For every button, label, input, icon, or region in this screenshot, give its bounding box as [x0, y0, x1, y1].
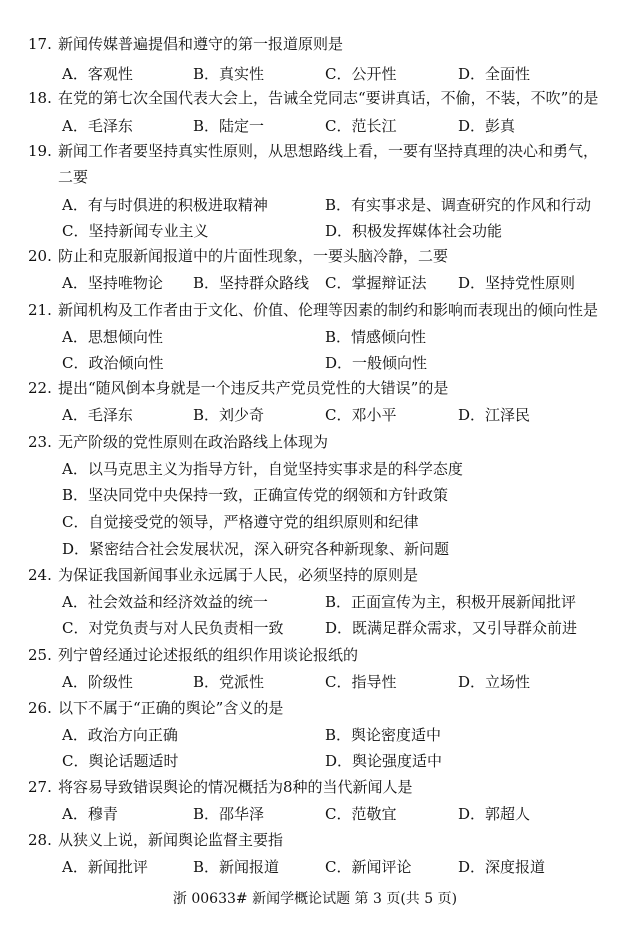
option-a[interactable]: A．社会效益和经济效益的统一	[62, 593, 268, 611]
option-c[interactable]: C．自觉接受党的领导，严格遵守党的组织原则和纪律	[62, 513, 419, 531]
question-stem: 防止和克服新闻报道中的片面性现象，一要头脑冷静，二要	[58, 247, 449, 265]
option-a[interactable]: A．政治方向正确	[62, 726, 178, 744]
question-number: 24.	[28, 566, 52, 584]
question-number: 20.	[28, 247, 52, 265]
question-number: 23.	[28, 433, 52, 451]
question-stem: 将容易导致错误舆论的情况概括为8种的当代新闻人是	[58, 778, 413, 796]
option-a[interactable]: A．以马克思主义为指导方针，自觉坚持实事求是的科学态度	[62, 460, 463, 478]
option-c[interactable]: C．坚持新闻专业主义	[62, 222, 209, 240]
option-d[interactable]: D．江泽民	[458, 406, 531, 424]
question-stem: 新闻机构及工作者由于文化、价值、伦理等因素的制约和影响而表现出的倾向性是	[58, 301, 599, 319]
option-c[interactable]: C．公开性	[325, 65, 397, 83]
option-a[interactable]: A．坚持唯物论	[62, 274, 163, 292]
option-b[interactable]: B．坚持群众路线	[193, 274, 310, 292]
option-d[interactable]: D．彭真	[458, 117, 516, 135]
question-stem: 为保证我国新闻事业永远属于人民，必须坚持的原则是	[58, 566, 419, 584]
option-c[interactable]: C．邓小平	[325, 406, 397, 424]
option-a[interactable]: A．毛泽东	[62, 117, 133, 135]
option-b[interactable]: B．舆论密度适中	[325, 726, 442, 744]
option-b[interactable]: B．真实性	[193, 65, 265, 83]
question-stem: 列宁曾经通过论述报纸的组织作用谈论报纸的	[58, 646, 359, 664]
option-b[interactable]: B．新闻报道	[193, 858, 280, 876]
option-a[interactable]: A．毛泽东	[62, 406, 133, 424]
option-a[interactable]: A．有与时俱进的积极进取精神	[62, 196, 268, 214]
page-footer: 浙 00633# 新闻学概论试题 第 3 页(共 5 页)	[172, 891, 458, 907]
option-c[interactable]: C．范敬宜	[325, 805, 397, 823]
option-c[interactable]: C．范长江	[325, 117, 397, 135]
option-b[interactable]: B．邵华泽	[193, 805, 265, 823]
option-b[interactable]: B．有实事求是、调查研究的作风和行动	[325, 196, 592, 214]
question-number: 18.	[28, 89, 52, 107]
option-a[interactable]: A．穆青	[62, 805, 118, 823]
option-b[interactable]: B．坚决同党中央保持一致，正确宣传党的纲领和方针政策	[62, 486, 449, 504]
option-c[interactable]: C．新闻评论	[325, 858, 412, 876]
option-d[interactable]: D．郭超人	[458, 805, 531, 823]
option-c[interactable]: C．政治倾向性	[62, 354, 164, 372]
question-number: 21.	[28, 301, 52, 319]
option-d[interactable]: D．立场性	[458, 673, 531, 691]
question-number: 22.	[28, 379, 52, 397]
option-b[interactable]: B．情感倾向性	[325, 328, 427, 346]
question-number: 28.	[28, 831, 52, 849]
option-b[interactable]: B．刘少奇	[193, 406, 265, 424]
option-b[interactable]: B．党派性	[193, 673, 265, 691]
question-number: 27.	[28, 778, 52, 796]
question-stem-continued: 二要	[58, 168, 89, 186]
option-d[interactable]: D．舆论强度适中	[325, 752, 443, 770]
option-c[interactable]: C．舆论话题适时	[62, 752, 179, 770]
option-d[interactable]: D．积极发挥媒体社会功能	[325, 222, 503, 240]
option-c[interactable]: C．指导性	[325, 673, 397, 691]
question-stem: 新闻传媒普遍提倡和遵守的第一报道原则是	[58, 35, 344, 53]
option-b[interactable]: B．正面宣传为主，积极开展新闻批评	[325, 593, 577, 611]
question-stem: 无产阶级的党性原则在政治路线上体现为	[58, 433, 329, 451]
option-c[interactable]: C．掌握辩证法	[325, 274, 427, 292]
question-number: 19.	[28, 142, 52, 160]
option-a[interactable]: A．阶级性	[62, 673, 133, 691]
option-d[interactable]: D．全面性	[458, 65, 531, 83]
question-stem: 以下不属于“正确的舆论”含义的是	[58, 699, 284, 717]
question-stem: 在党的第七次全国代表大会上，告诫全党同志“要讲真话，不偷，不装，不吹”的是	[58, 89, 599, 107]
option-d[interactable]: D．一般倾向性	[325, 354, 428, 372]
question-number: 25.	[28, 646, 52, 664]
question-number: 17.	[28, 35, 52, 53]
question-stem: 从狭义上说，新闻舆论监督主要指	[58, 831, 284, 849]
option-a[interactable]: A．新闻批评	[62, 858, 148, 876]
question-stem: 新闻工作者要坚持真实性原则，从思想路线上看，一要有坚持真理的决心和勇气，	[58, 142, 599, 160]
option-a[interactable]: A．客观性	[62, 65, 133, 83]
option-d[interactable]: D．坚持党性原则	[458, 274, 576, 292]
question-stem: 提出“随风倒本身就是一个违反共产党员党性的大错误”的是	[58, 379, 449, 397]
question-number: 26.	[28, 699, 52, 717]
option-d[interactable]: D．紧密结合社会发展状况，深入研究各种新现象、新问题	[62, 540, 450, 558]
option-c[interactable]: C．对党负责与对人民负责相一致	[62, 619, 284, 637]
option-a[interactable]: A．思想倾向性	[62, 328, 163, 346]
option-d[interactable]: D．既满足群众需求，又引导群众前进	[325, 619, 578, 637]
option-d[interactable]: D．深度报道	[458, 858, 546, 876]
option-b[interactable]: B．陆定一	[193, 117, 265, 135]
